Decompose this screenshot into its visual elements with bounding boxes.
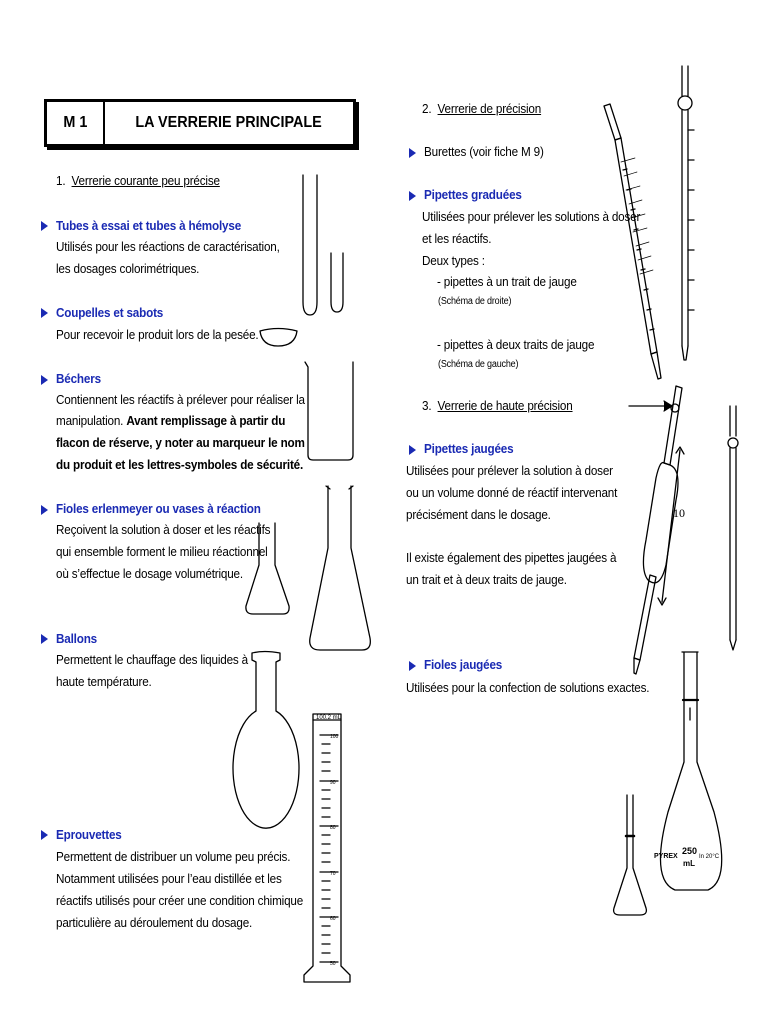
ballons-title: Ballons <box>56 631 98 646</box>
fioles-erlenmeyer-line-3: où s’effectue le dosage volumétrique. <box>56 566 243 581</box>
pipette-type-1-note: (Schéma de droite) <box>438 296 512 307</box>
bechers-title: Béchers <box>56 371 101 386</box>
eprouvettes-line-2: Notamment utilisées pour l’eau distillée et les <box>56 871 282 886</box>
fioles-erlenmeyer-line-2: qui ensemble forment le milieu réactionnel <box>56 544 268 559</box>
section-3-heading: 3. Verrerie de haute précision <box>422 398 573 413</box>
flask-brand-label: PYREX <box>654 853 678 860</box>
burette-icon <box>678 66 694 360</box>
ballons-line-1: Permettent le chauffage des liquides à <box>56 652 248 667</box>
cylinder-tick-label: 90 <box>330 780 336 786</box>
large-erlenmeyer-icon <box>310 486 371 650</box>
fioles-jaugees-line-1: Utilisées pour la confection de solutions exactes. <box>406 680 650 695</box>
hemolysis-tube-icon <box>331 253 343 312</box>
coupelles-title: Coupelles et sabots <box>56 305 164 320</box>
pipette-volume-label: 10 <box>673 506 685 520</box>
cylinder-tick-label: 60 <box>330 916 336 922</box>
eprouvettes-title: Eprouvettes <box>56 827 122 842</box>
fioles-erlenmeyer-title: Fioles erlenmeyer ou vases à réaction <box>56 501 261 516</box>
volumetric-pipette-icon <box>634 386 684 674</box>
cylinder-tick-label: 50 <box>330 961 336 967</box>
pipette-type-2-note: (Schéma de gauche) <box>438 359 519 370</box>
bechers-line-3: flacon de réserve, y noter au marqueur le nom <box>56 435 305 450</box>
sheet-code: M 1 <box>47 102 105 144</box>
pipettes-graduees-line-2: et les réactifs. <box>422 231 492 246</box>
pipettes-jaugees-line-5: un trait et à deux traits de jauge. <box>406 572 567 587</box>
flask-unit-label: mL <box>683 859 695 868</box>
section-1-heading: 1. Verrerie courante peu précise <box>56 173 220 188</box>
section-2-heading: 2. Verrerie de précision <box>422 101 542 116</box>
arrow-icon <box>629 401 672 411</box>
pipettes-jaugees-line-1: Utilisées pour prélever la solution à doser <box>406 463 613 478</box>
bechers-line-4: du produit et les lettres-symboles de sécurité. <box>56 457 304 472</box>
pipettes-graduees-line-1: Utilisées pour prélever les solutions à doser <box>422 209 641 224</box>
coupelles-line-1: Pour recevoir le produit lors de la pesée. <box>56 327 259 342</box>
bechers-line-2: manipulation. Avant remplissage à partir du <box>56 413 286 428</box>
weighing-boat-icon <box>260 329 297 347</box>
tubes-line-2: les dosages colorimétriques. <box>56 261 200 276</box>
ballons-line-2: haute température. <box>56 674 152 689</box>
pipettes-jaugees-line-4: Il existe également des pipettes jaugées à <box>406 550 617 565</box>
small-volumetric-pipette-icon <box>728 406 738 650</box>
tubes-line-1: Utilisés pour les réactions de caractérisation, <box>56 239 280 254</box>
flask-volume-label: 250 <box>682 846 698 856</box>
graduated-pipette-icon <box>604 104 661 379</box>
eprouvettes-line-1: Permettent de distribuer un volume peu précis. <box>56 849 291 864</box>
bechers-line-1: Contiennent les réactifs à prélever pour réaliser la <box>56 392 305 407</box>
pipettes-jaugees-line-2: ou un volume donné de réactif intervenant <box>406 485 618 500</box>
cylinder-tick-label: 100 <box>330 734 339 740</box>
flask-temperature-label: In 20°C <box>699 854 720 860</box>
pipette-type-2: - pipettes à deux traits de jauge <box>437 337 595 352</box>
conical-vessel-icon <box>614 795 647 915</box>
cylinder-tick-label: 80 <box>330 825 336 831</box>
page-title: LA VERRERIE PRINCIPALE <box>135 114 323 131</box>
beaker-icon <box>305 362 353 460</box>
fioles-jaugees-title: Fioles jaugées <box>424 657 503 672</box>
test-tube-icon <box>303 175 317 315</box>
cylinder-tick-label: 70 <box>330 871 336 877</box>
pipettes-jaugees-title: Pipettes jaugées <box>424 441 514 456</box>
eprouvettes-line-4: particulière au déroulement du dosage. <box>56 915 253 930</box>
round-flask-icon <box>233 652 299 829</box>
burettes-title: Burettes (voir fiche M 9) <box>424 144 544 159</box>
eprouvettes-line-3: réactifs utilisés pour créer une condition chimique <box>56 893 304 908</box>
fioles-erlenmeyer-line-1: Reçoivent la solution à doser et les réactifs <box>56 522 271 537</box>
graduated-cylinder-icon <box>304 714 350 982</box>
tubes-title: Tubes à essai et tubes à hémolyse <box>56 218 242 233</box>
pipettes-graduees-title: Pipettes graduées <box>424 187 522 202</box>
pipettes-graduees-line-3: Deux types : <box>422 253 485 268</box>
small-erlenmeyer-icon <box>246 523 289 614</box>
pipette-type-1: - pipettes à un trait de jauge <box>437 274 577 289</box>
cylinder-capacity-label: 100.2 mL <box>316 715 342 721</box>
pipettes-jaugees-line-3: précisément dans le dosage. <box>406 507 551 522</box>
